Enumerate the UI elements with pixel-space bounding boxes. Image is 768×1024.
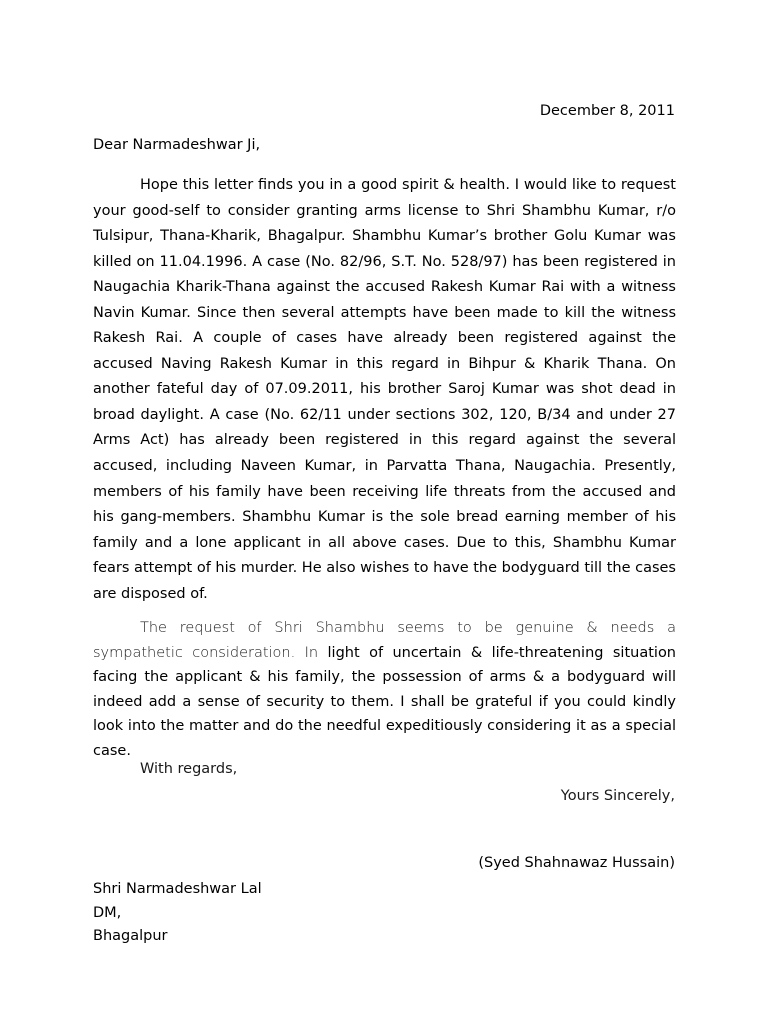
regards-line: With regards, [140, 761, 238, 777]
body-paragraph-2-rest: light of uncertain & life-threatening situation facing the applicant & his family, the possession of arms & a bodyguard will indeed add a sense of security to them. I shall be grateful if you could kindly look into the matter and do the needful expeditiously considering it as a special case. [93, 644, 677, 759]
letter-date: December 8, 2011 [539, 103, 675, 119]
body-paragraph-1: Hope this letter finds you in a good spirit & health. I would like to request your good-self to consider granting arms license to Shri Shambhu Kumar, r/o Tulsipur, Thana-Kharik, Bhagalpur. Shambhu Kumar’s brother Golu Kumar was killed on 11.04.1996. A case (No. 82/96, S.T. No. 528/97) has been registered in Naugachia Kharik-Thana against the accused Rakesh Kumar Rai with a witness Navin Kumar. Since then several attempts have been made to kill the witness Rakesh Rai. A couple of cases have already been registered against the accused Naving Rakesh Kumar in this regard in Bihpur & Kharik Thana. On another fateful day of 07.09.2011, his brother Saroj Kumar was shot dead in broad daylight. A case (No. 62/11 under sections 302, 120, B/34 and under 27 Arms Act) has already been registered in this regard against the several accused, including Naveen Kumar, in Parvatta Thana, Naugachia. Presently, members of his family have been receiving life threats from the accused and his gang-members. Shambhu Kumar is the sole bread earning member of his family and a lone applicant in all above cases. Due to this, Shambhu Kumar fears attempt of his murder. He also wishes to have the bodyguard till the cases are disposed of. [93, 177, 676, 602]
body-paragraph-2-opening: The request of Shri Shambhu seems to be genuine & needs a sympathetic consideration. In [93, 620, 676, 661]
recipient-name: Shri Narmadeshwar Lal [93, 881, 262, 897]
recipient-place: Bhagalpur [93, 928, 168, 944]
recipient-designation: DM, [93, 904, 122, 921]
salutation: Dear Narmadeshwar Ji, [93, 137, 261, 153]
body-paragraph-2 [93, 616, 676, 763]
recipient-address [93, 878, 262, 949]
closing-line: Yours Sincerely, [560, 788, 675, 804]
signature-name: (Syed Shahnawaz Hussain) [478, 855, 675, 871]
